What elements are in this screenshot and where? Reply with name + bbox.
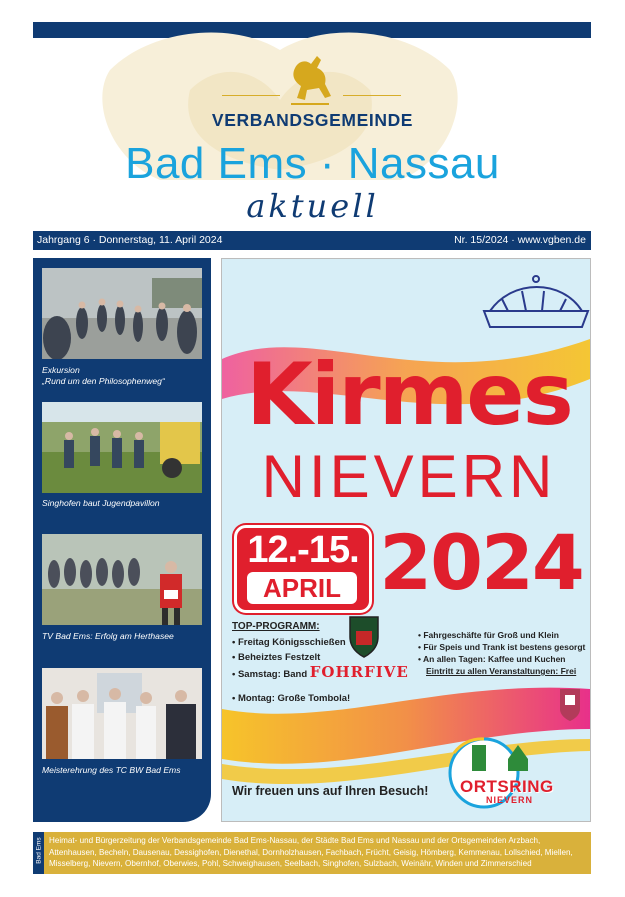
program-item: • Montag: Große Tombola! bbox=[232, 693, 351, 704]
extras-item: • Für Speis und Trank ist bestens gesorgt bbox=[418, 642, 586, 652]
caption-excursion: Exkursion „Rund um den Philosophenweg“ bbox=[42, 365, 165, 386]
ortsring-logo-text: ORTSRING bbox=[460, 777, 554, 796]
issue-number: Nr. 15/2024 · www.vgben.de bbox=[454, 234, 586, 246]
program-item: • Freitag Königsschießen bbox=[232, 637, 346, 648]
issue-infobar bbox=[33, 231, 591, 250]
footer-tab: Bad Ems bbox=[33, 832, 44, 874]
poster-month: APRIL bbox=[247, 572, 357, 604]
program-item: • Beheiztes Festzelt bbox=[232, 652, 321, 663]
footer-text: Heimat- und Bürgerzeitung der Verbandsgemeinde Bad Ems-Nassau, der Städte Bad Ems und Nassau und der Ortsgemeinden Arzbach, Attenhausen, Becheln, Dausenau, Dessighofen, Dienethal, Dornholzhausen, Fachbach, Frücht, Geisig, Hömberg, Kemmenau, Lollschied, Miellen, Misselberg, Nievern, Obernhof, Oberwies, Pohl, Schweighausen, Seelbach, Singhofen, Sulzbach, Weinähr, Winden und Zimmerschied bbox=[44, 832, 591, 874]
page-subtitle: aktuell bbox=[246, 187, 379, 225]
photo-excursion[interactable] bbox=[42, 268, 202, 359]
caption-tennis: Meisterehrung des TC BW Bad Ems bbox=[42, 765, 181, 775]
program-list bbox=[232, 635, 432, 706]
ortsring-logo-subtext: NIEVERN bbox=[486, 795, 534, 805]
org-name: VERBANDSGEMEINDE bbox=[211, 110, 414, 130]
band-name: FOHRFIVE bbox=[309, 663, 409, 681]
extras-item: • An allen Tagen: Kaffee und Kuchen bbox=[418, 654, 566, 664]
photo-herthasee[interactable] bbox=[42, 534, 202, 625]
free-entry: Eintritt zu allen Veranstaltungen: Frei bbox=[426, 666, 577, 676]
date-badge bbox=[234, 525, 372, 613]
program-item: • Samstag: Band FOHRFIVE bbox=[232, 663, 409, 681]
photo-tennis[interactable] bbox=[42, 668, 202, 759]
photo-pavilion[interactable] bbox=[42, 402, 202, 493]
kirmes-poster[interactable] bbox=[221, 258, 591, 822]
crown-icon bbox=[484, 276, 588, 327]
rule-right bbox=[343, 95, 401, 96]
sidebar bbox=[33, 258, 211, 822]
poster-dates: 12.-15. bbox=[247, 529, 359, 571]
poster-place: NIEVERN bbox=[261, 443, 557, 510]
poster-title: Kirmes bbox=[246, 345, 572, 445]
caption-pavilion: Singhofen baut Jugendpavillon bbox=[42, 498, 160, 508]
extras-item: • Fahrgeschäfte für Groß und Klein bbox=[418, 630, 559, 640]
program-heading: TOP-PROGRAMM: bbox=[232, 621, 320, 632]
welcome-text: Wir freuen uns auf Ihren Besuch! bbox=[232, 784, 429, 798]
lion-emblem bbox=[277, 46, 343, 106]
poster-year: 2024 bbox=[379, 518, 583, 607]
page-title: Bad Ems · Nassau bbox=[125, 139, 500, 188]
rule-left bbox=[222, 95, 280, 96]
caption-herthasee: TV Bad Ems: Erfolg am Herthasee bbox=[42, 631, 174, 641]
extras-list bbox=[418, 629, 590, 677]
issue-date: Jahrgang 6 · Donnerstag, 11. April 2024 bbox=[37, 234, 223, 246]
